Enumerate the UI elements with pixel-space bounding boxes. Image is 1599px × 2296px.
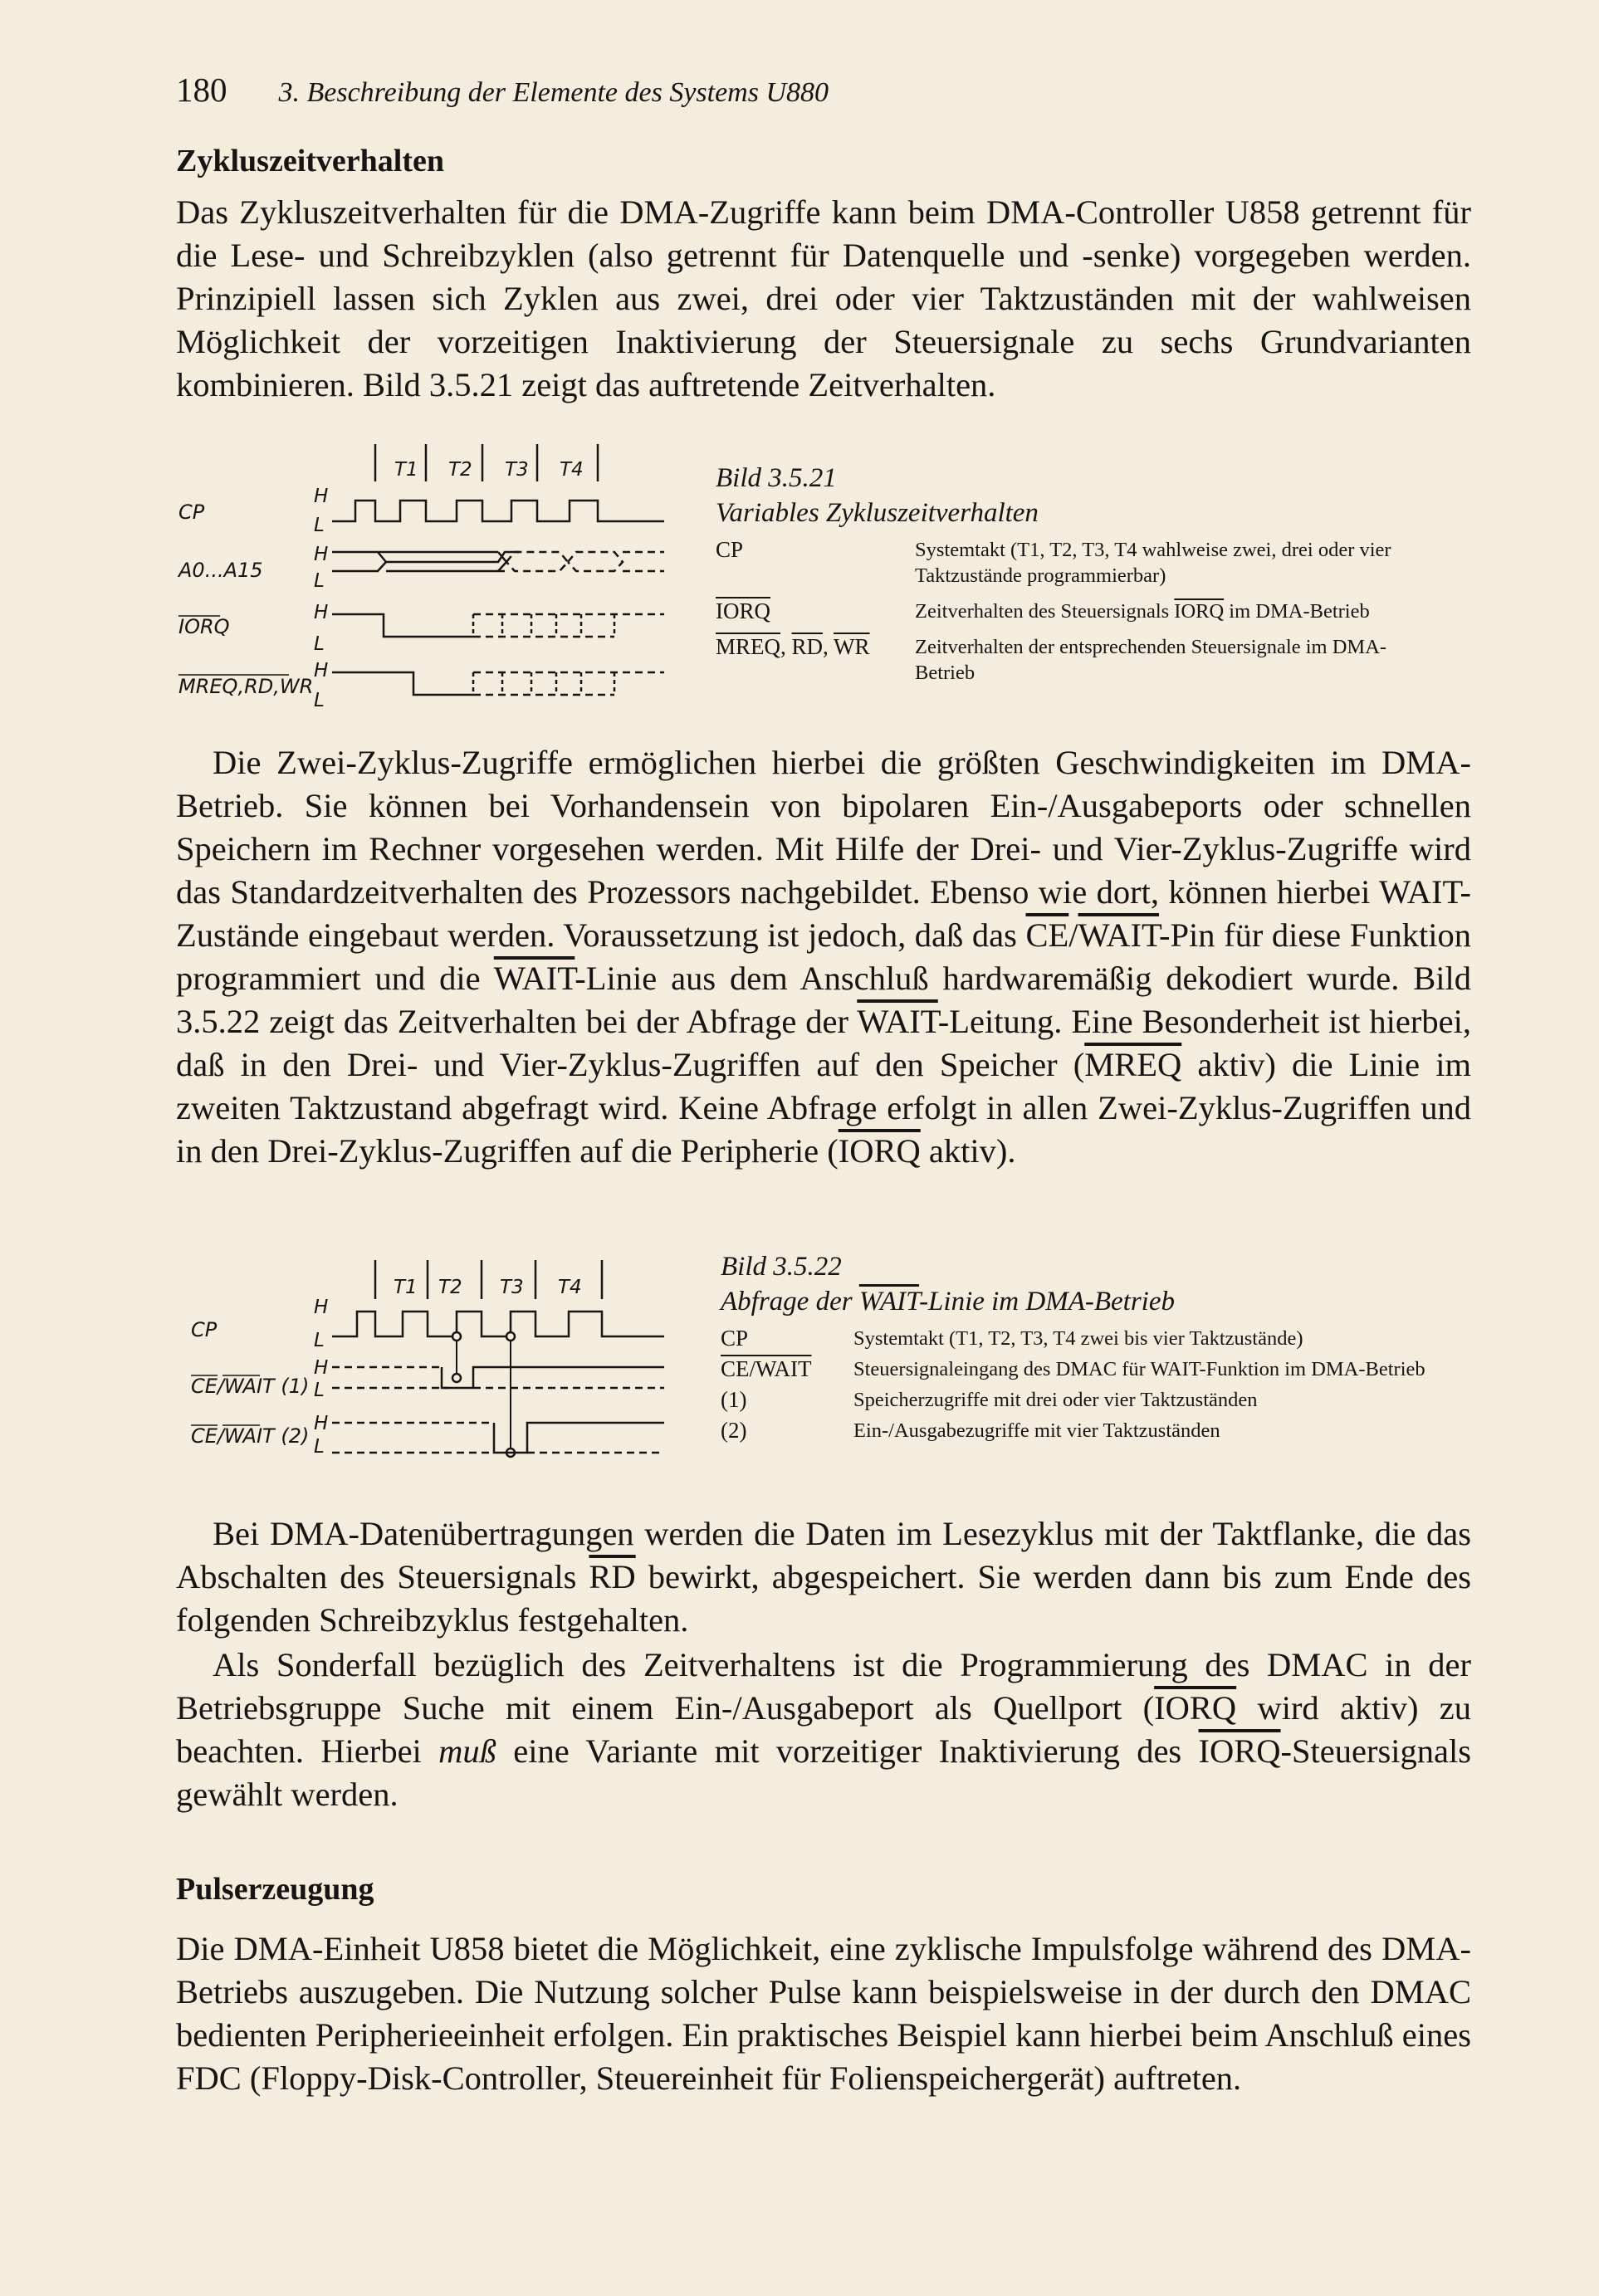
figure-title: Variables Zykluszeitverhalten <box>716 498 1039 528</box>
legend-key-cp: CP <box>716 537 744 562</box>
legend-text-ce-wait: Steuersignaleingang des DMAC für WAIT-Funktion im DMA-Betrieb <box>853 1358 1425 1380</box>
running-title: 3. Beschreibung der Elemente des Systems U880 <box>278 77 829 108</box>
timing-diagram-3-5-22 <box>174 1253 689 1478</box>
legend-key-ce-wait: CE/WAIT <box>721 1356 812 1381</box>
signal-label-address: A0...A15 <box>178 559 263 582</box>
clock-label-t1: T1 <box>394 1277 418 1298</box>
level-h: H <box>314 1357 329 1379</box>
level-l: L <box>314 1330 325 1351</box>
figure-number: Bild 3.5.21 <box>716 463 837 493</box>
level-l: L <box>314 1436 325 1458</box>
legend-text-iorq: Zeitverhalten des Steuersignals IORQ im DMA-Betrieb <box>915 600 1370 623</box>
figure-legend <box>716 537 1446 686</box>
signal-label-iorq: IORQ <box>178 615 230 638</box>
clock-label-t4: T4 <box>560 459 584 481</box>
legend-key-cp: CP <box>721 1326 749 1351</box>
address-bus-waveform <box>332 552 664 571</box>
cp-waveform <box>332 1312 664 1336</box>
legend-text-cp: Systemtakt (T1, T2, T3, T4 zwei bis vier Taktzustände) <box>853 1327 1303 1350</box>
ce-wait-1-waveform <box>332 1367 664 1388</box>
figure-caption-3-5-22 <box>721 1249 1451 1444</box>
paragraph-zwei-zyklus: Die Zwei-Zyklus-Zugriffe ermöglichen hierbei die größten Geschwindigkeiten im DMA-Betrieb. Sie können bei Vorhandensein von bipolaren Ein-/Ausgabeports oder schnellen Speichern im Rechner vorgesehen werden. Mit Hilfe der Drei- und Vier-Zyklus-Zugriffe wird das Standardzeitverhalten des Prozessors nachgebildet. Ebenso wie dort, können hierbei WAIT-Zustände eingebaut werden. Voraussetzung ist jedoch, daß das $\overline{CE}/WAIT$-Pin für diese Funktion programmiert und die WAIT-Linie aus dem Anschluß hardwaremäßig dekodiert wurde. Bild 3.5.22 zeigt das Zeitverhalten bei der Abfrage der WAIT-Leitung. Eine Besonderheit ist hierbei, daß in den Drei- und Vier-Zyklus-Zugriffen auf den Speicher (MREQ aktiv) die Linie im zweiten Taktzustand abgefragt wird. Keine Abfrage erfolgt in allen Zwei-Zyklus-Zugriffen und in den Drei-Zyklus-Zugriffen auf die Peripherie (IORQ aktiv). <box>176 744 1471 1170</box>
clock-label-t2: T2 <box>438 1277 462 1298</box>
paragraph-intro: Das Zykluszeitverhalten für die DMA-Zugriffe kann beim DMA-Controller U858 getrennt für die Lese- und Schreibzyklen (also getrennt für Datenquelle und -senke) vorgegeben werden. Prinzipiell lassen sich Zyklen aus zwei, drei oder vier Taktzuständen mit der wahlweisen Möglichkeit der vorzeitigen Inaktivierung der Steuersignale zu sechs Grundvarianten kombinieren. Bild 3.5.21 zeigt das auftretende Zeitverhalten. <box>176 193 1471 403</box>
mreq-rd-wr-waveform <box>332 672 664 695</box>
timing-diagram-3-5-21 <box>166 436 681 718</box>
signal-label-cp: CP <box>178 501 205 524</box>
signal-label-ce-wait-1: CE/WAIT (1) <box>191 1375 310 1398</box>
clock-label-t2: T2 <box>448 459 472 481</box>
cp-waveform <box>332 501 664 521</box>
level-h: H <box>314 602 329 623</box>
legend-text-1: Speicherzugriffe mit drei oder vier Taktzuständen <box>853 1389 1258 1411</box>
paragraph-sonderfall: Als Sonderfall bezüglich des Zeitverhaltens ist die Programmierung des DMAC in der Betriebsgruppe Suche mit einem Ein-/Ausgabeport als Quellport (IORQ wird aktiv) zu beachten. Hierbei muß eine Variante mit vorzeitiger Inaktivierung des IORQ-Steuersignals gewählt werden. <box>176 1646 1471 1813</box>
clock-label-t3: T3 <box>505 459 529 481</box>
signal-label-cp: CP <box>191 1318 218 1341</box>
page-header <box>176 70 829 110</box>
legend-key-mreq-rd-wr: MREQ, $\overline{RD}$, $\overline{WR}$ <box>716 634 870 659</box>
level-h: H <box>314 1297 329 1318</box>
legend-text-2: Ein-/Ausgabezugriffe mit vier Taktzuständen <box>853 1419 1220 1442</box>
paragraph-pulserzeugung: Die DMA-Einheit U858 bietet die Möglichkeit, eine zyklische Impulsfolge während des DMA-Betriebs auszugeben. Die Nutzung solcher Pulse kann beispielsweise in der durch den DMAC bedienten Peripherieeinheit erfolgen. Ein praktisches Beispiel kann hierbei beim Anschluß eines FDC (Floppy-Disk-Controller, Steuereinheit für Folienspeichergerät) auftreten. <box>176 1930 1471 2097</box>
clock-label-t4: T4 <box>558 1277 582 1298</box>
figure-caption-3-5-21 <box>716 461 1446 686</box>
legend-key-2: (2) <box>721 1418 747 1443</box>
section-heading-zykluszeitverhalten: Zykluszeitverhalten <box>176 144 444 178</box>
section-heading-pulserzeugung: Pulserzeugung <box>176 1872 374 1907</box>
level-l: L <box>314 690 325 711</box>
level-h: H <box>314 660 329 681</box>
legend-key-1: (1) <box>721 1387 747 1412</box>
iorq-waveform <box>332 614 664 637</box>
level-h: H <box>314 1413 329 1434</box>
level-h: H <box>314 544 329 565</box>
clock-label-t1: T1 <box>394 459 418 481</box>
paragraph-datenuebertragung: Bei DMA-Datenübertragungen werden die Daten im Lesezyklus mit der Taktflanke, die das Abschalten des Steuersignals $\overline{RD}$ bewirkt, abgespeichert. Sie werden dann bis zum Ende des folgenden Schreibzyklus festgehalten. <box>176 1515 1471 1639</box>
level-l: L <box>314 570 325 592</box>
level-l: L <box>314 1380 325 1401</box>
clock-label-t3: T3 <box>500 1277 524 1298</box>
figure-number: Bild 3.5.22 <box>721 1252 842 1282</box>
legend-text-mreq-rd-wr: Zeitverhalten der entsprechenden Steuersignale im DMA-Betrieb <box>915 636 1387 684</box>
ce-wait-2-waveform <box>332 1423 664 1453</box>
signal-label-ce-wait-2: CE/WAIT (2) <box>191 1424 310 1448</box>
figure-legend <box>721 1326 1451 1444</box>
level-l: L <box>314 515 325 536</box>
legend-key-iorq: IORQ <box>716 598 770 623</box>
legend-text-cp: Systemtakt (T1, T2, T3, T4 wahlweise zwei, drei oder vier Taktzustände programmierbar) <box>915 539 1391 587</box>
page-number: 180 <box>176 71 227 109</box>
figure-title: Abfrage der WAIT-Linie im DMA-Betrieb <box>721 1287 1175 1317</box>
level-h: H <box>314 486 329 507</box>
level-l: L <box>314 633 325 655</box>
signal-label-mreq-rd-wr: MREQ,RD,WR <box>178 675 314 698</box>
